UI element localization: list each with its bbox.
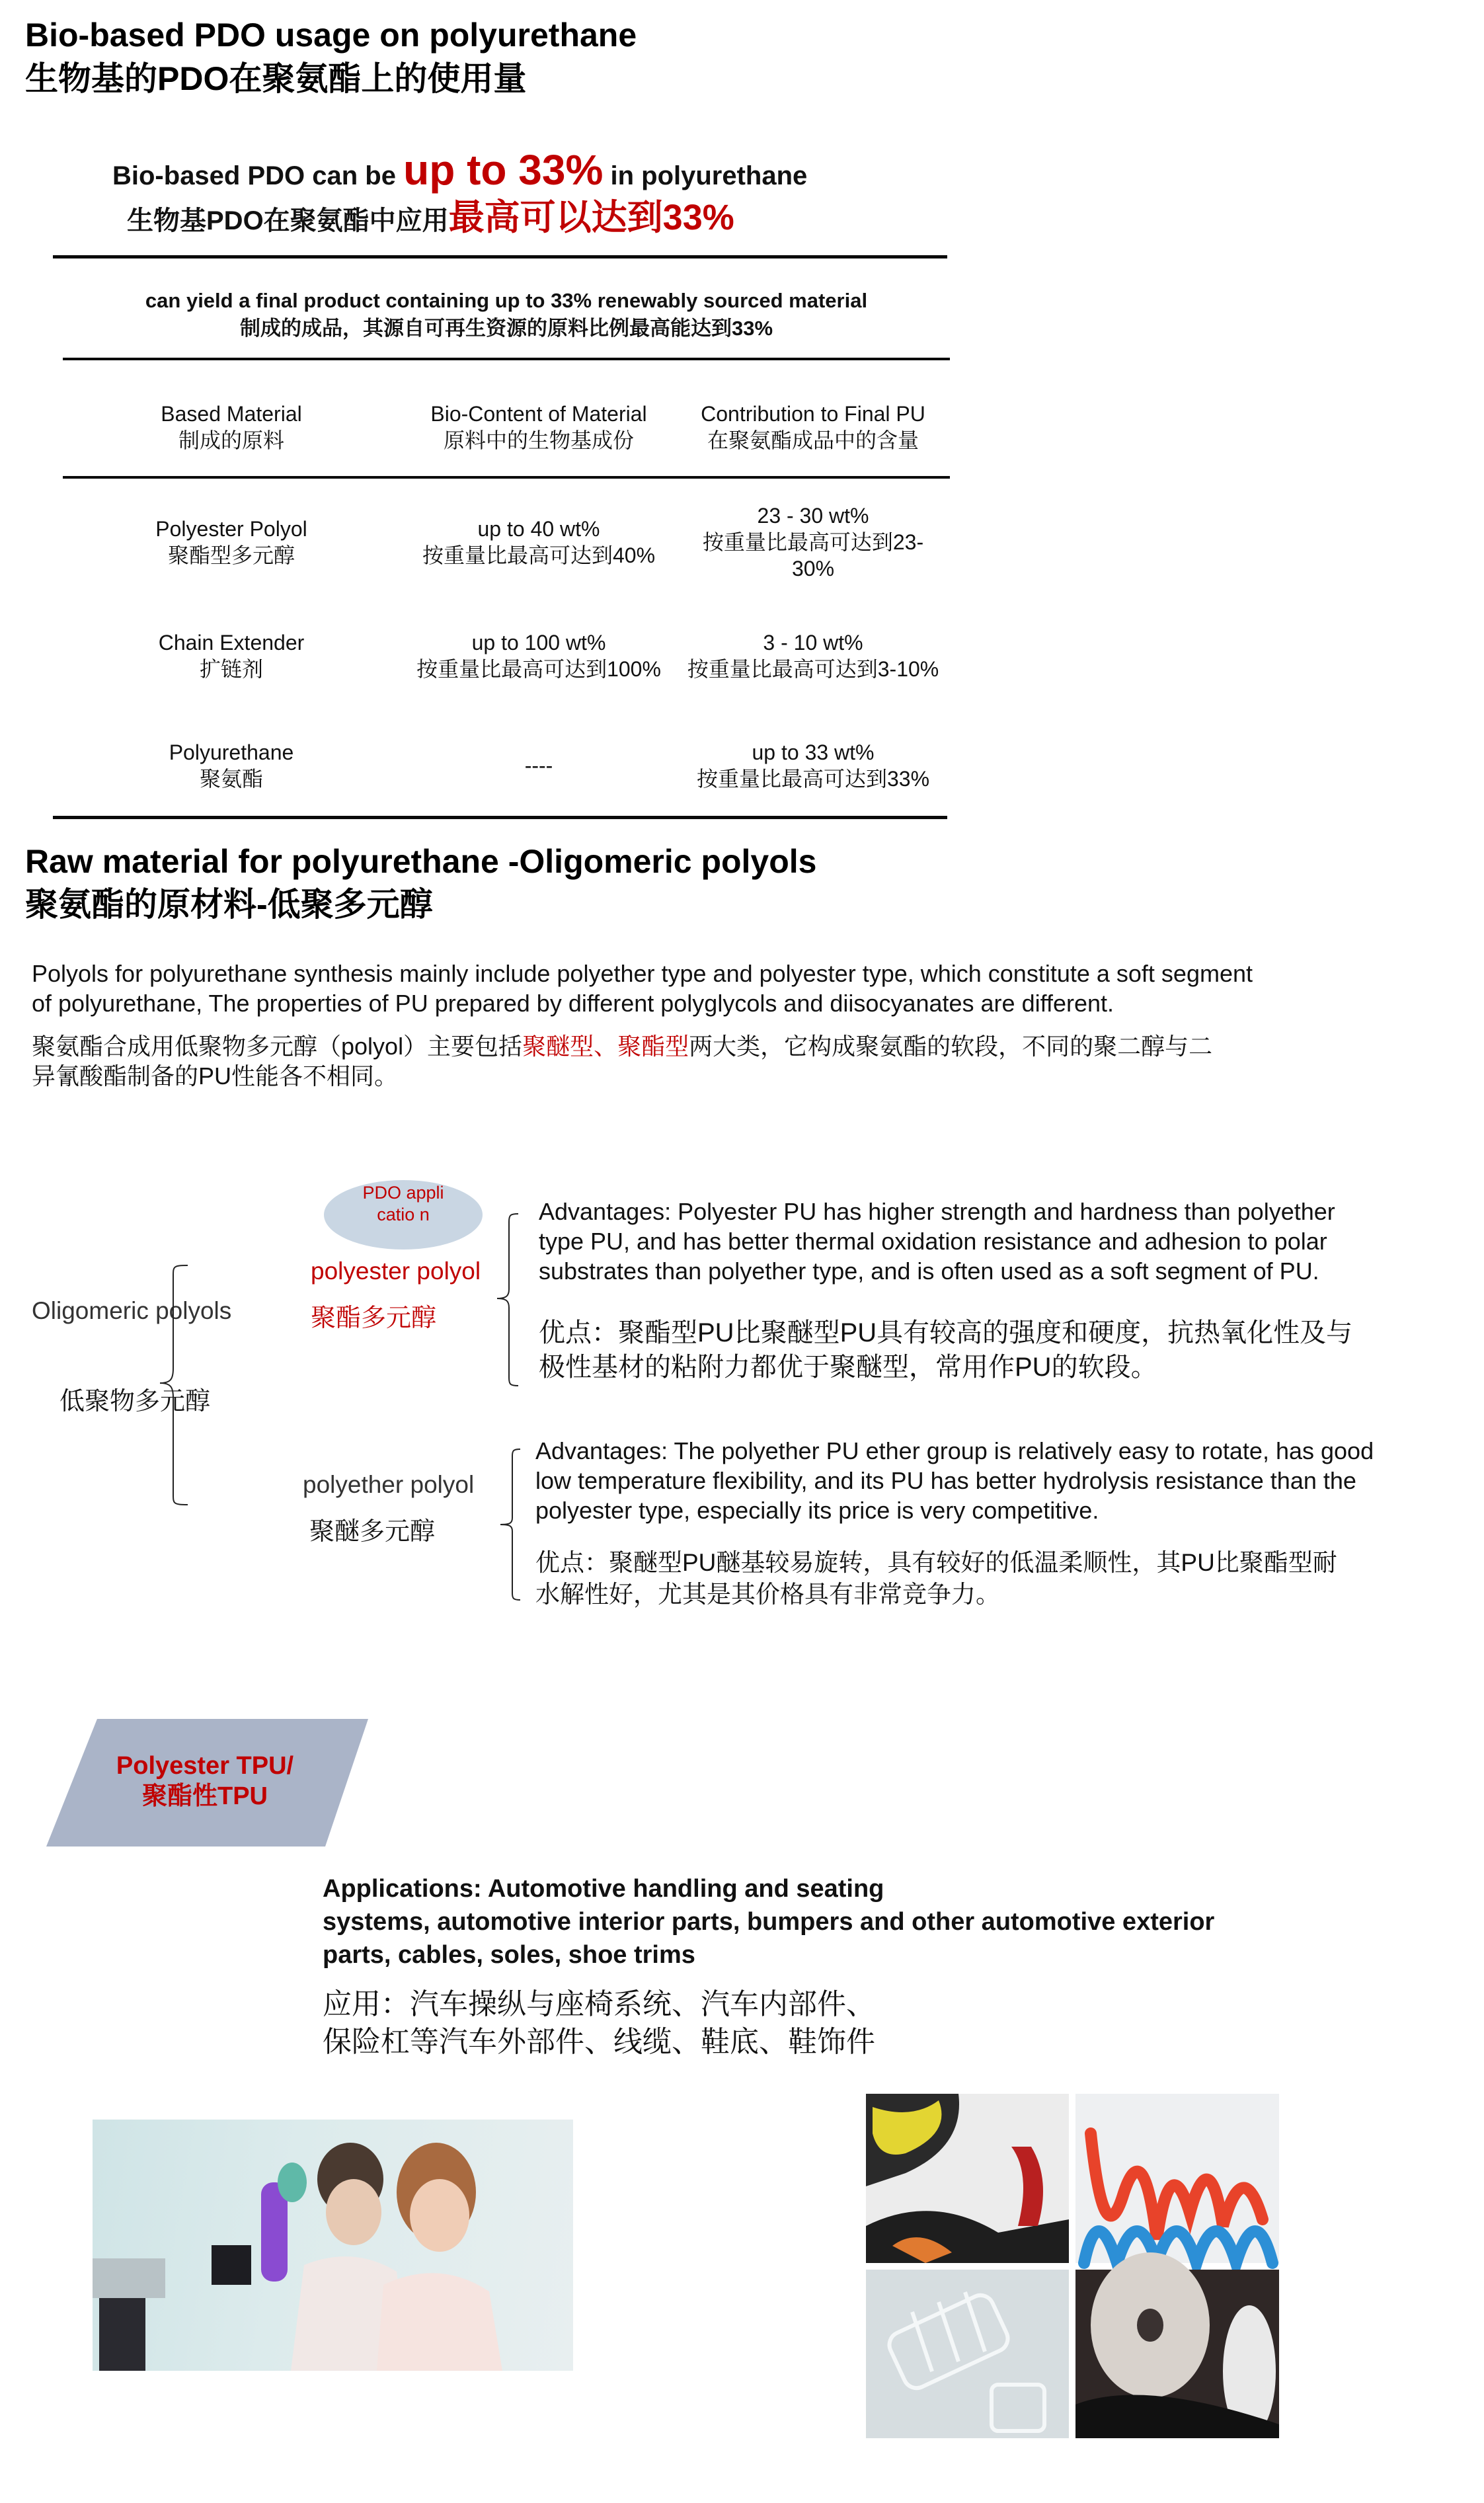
- polyether-advantages-cn: 优点：聚醚型PU醚基较易旋转，具有较好的低温柔顺性，其PU比聚酯型耐水解性好，尤其是其价格具有非常竞争力。: [535, 1549, 1337, 1608]
- branch-polyether-en: polyether polyol: [303, 1471, 475, 1498]
- material-en: Polyurethane: [169, 740, 294, 764]
- polyester-tpu-badge: [99, 1751, 311, 1811]
- branch-brace-polyether: [498, 1447, 524, 1605]
- row-bio-content: [400, 629, 678, 682]
- row-contribution: [691, 502, 935, 582]
- badge-cn: 聚酯性TPU: [141, 1782, 268, 1810]
- section1-title-en: Bio-based PDO usage on polyurethane: [25, 17, 637, 54]
- applications-cn-line: 保险杠等汽车外部件、线缆、鞋底、鞋饰件: [323, 2026, 875, 2058]
- section2-title-en: Raw material for polyurethane -Oligomeric polyols: [25, 843, 817, 880]
- row-bio-content: [407, 516, 671, 569]
- polyester-advantages-en: Advantages: Polyester PU has higher strength and hardness than polyether type PU, and has better thermal oxidation resistance and adhesion to polar substrates than polyether type, and is often used as a soft segment of PU.: [539, 1198, 1335, 1285]
- header-cn: 在聚氨酯成品中的含量: [707, 428, 919, 452]
- pdo-application-label: PDO applicatio n: [362, 1183, 444, 1224]
- headline-cn: [127, 196, 734, 243]
- bio-en: up to 40 wt%: [477, 517, 600, 541]
- material-en: Chain Extender: [158, 631, 305, 655]
- bio-cn: 按重量比最高可达到40%: [422, 543, 656, 567]
- contrib-en: 3 - 10 wt%: [763, 631, 863, 655]
- applications-en-line: Applications: Automotive handling and seating: [323, 1875, 884, 1903]
- applications-cn: [323, 1985, 875, 2061]
- intro-cn-post: 两大类，它构成聚氨酯的软段，不同的聚二醇与二异氰酸酯制备的PU性能各不相同。: [32, 1033, 1213, 1090]
- material-cn: 聚酯型多元醇: [167, 543, 295, 567]
- yield-cn: 制成的成品，其源自可再生资源的原料比例最高能达到33%: [239, 317, 773, 340]
- applications-cn-line: 应用：汽车操纵与座椅系统、汽车内部件、: [323, 1988, 875, 2020]
- divider: [63, 358, 950, 360]
- headline-en-pre: Bio-based PDO can be: [112, 161, 404, 190]
- headline-cn-pre: 生物基PDO在聚氨酯中应用: [127, 206, 449, 235]
- contrib-cn: 按重量比最高可达到23-30%: [702, 530, 924, 580]
- row-bio-content: [407, 752, 671, 779]
- yield-en: can yield a final product containing up to 33% renewably sourced material: [145, 289, 868, 312]
- contrib-en: 23 - 30 wt%: [757, 504, 869, 528]
- root-label-cn: 低聚物多元醇: [59, 1388, 211, 1415]
- intro-cn: [32, 1031, 1235, 1091]
- bio-en: ----: [524, 754, 553, 777]
- contrib-en: up to 33 wt%: [752, 740, 875, 764]
- material-en: Polyester Polyol: [155, 517, 307, 541]
- headline-en-emph: up to 33%: [403, 146, 604, 194]
- header-en: Contribution to Final PU: [701, 402, 925, 426]
- intro-cn-sep: 、: [594, 1033, 618, 1060]
- material-cn: 扩链剂: [199, 657, 263, 681]
- table-header-contribution: [681, 401, 945, 454]
- applications-en: [323, 1872, 1214, 1971]
- contrib-cn: 按重量比最高可达到3-10%: [687, 657, 939, 681]
- bio-cn: 按重量比最高可达到100%: [416, 657, 661, 681]
- branch-brace-polyester: [496, 1211, 522, 1390]
- polyether-advantages-en: Advantages: The polyether PU ether group is relatively easy to rotate, has good low temperature flexibility, and its PU has better hydrolysis resistance than the polyester type, especially its price is very competitive.: [535, 1437, 1374, 1524]
- lab-scientists-illustration: [93, 2120, 573, 2371]
- contrib-cn: 按重量比最高可达到33%: [696, 767, 930, 791]
- main-brace: [159, 1263, 192, 1507]
- divider: [53, 255, 947, 258]
- branch-polyester-en: polyester polyol: [311, 1257, 481, 1285]
- row-material: [129, 516, 334, 569]
- divider: [63, 476, 950, 479]
- header-en: Bio-Content of Material: [430, 402, 647, 426]
- applications-en-line: parts, cables, soles, shoe trims: [323, 1941, 695, 1969]
- row-contribution: [681, 739, 945, 792]
- headline-en: [112, 147, 807, 199]
- applications-en-line: systems, automotive interior parts, bumpers and other automotive exterior: [323, 1908, 1215, 1936]
- tpu-products-illustration: [866, 2094, 1279, 2438]
- intro-cn-polyether: 聚醚型: [522, 1033, 594, 1060]
- branch-polyester-cn: 聚酯多元醇: [311, 1304, 437, 1332]
- row-contribution: [678, 629, 949, 682]
- header-cn: 原料中的生物基成份: [443, 428, 634, 452]
- header-cn: 制成的原料: [178, 428, 284, 452]
- material-cn: 聚氨酯: [199, 767, 263, 791]
- headline-cn-emph: 最高可以达到33%: [448, 198, 734, 237]
- tpu-products-collage: [866, 2094, 1279, 2438]
- row-material: [129, 739, 334, 792]
- header-en: Based Material: [161, 402, 302, 426]
- intro-en: Polyols for polyurethane synthesis mainly include polyether type and polyester type, which constitute a soft segment of polyurethane, The properties of PU prepared by different polyglycols and diisocyanates are different.: [32, 960, 1253, 1017]
- section1-title-cn: 生物基的PDO在聚氨酯上的使用量: [25, 60, 527, 97]
- lab-scientists-photo: [93, 2120, 573, 2371]
- row-material: [129, 629, 334, 682]
- headline-en-post: in polyurethane: [603, 161, 808, 190]
- table-header-material: [129, 401, 334, 454]
- branch-polyether-cn: 聚醚多元醇: [309, 1518, 436, 1546]
- badge-en: Polyester TPU/: [116, 1752, 294, 1780]
- intro-cn-polyester: 聚酯型: [617, 1033, 689, 1060]
- divider: [53, 816, 947, 819]
- table-header-bio-content: [410, 401, 668, 454]
- intro-cn-pre: 聚氨酯合成用低聚物多元醇（polyol）主要包括: [32, 1033, 523, 1060]
- polyester-advantages-cn: 优点：聚酯型PU比聚醚型PU具有较高的强度和硬度，抗热氧化性及与极性基材的粘附力都优于聚醚型，常用作PU的软段。: [539, 1318, 1353, 1382]
- root-label-en: Oligomeric polyols: [32, 1297, 232, 1324]
- section2-title-cn: 聚氨酯的原材料-低聚多元醇: [25, 886, 433, 923]
- bio-en: up to 100 wt%: [471, 631, 606, 655]
